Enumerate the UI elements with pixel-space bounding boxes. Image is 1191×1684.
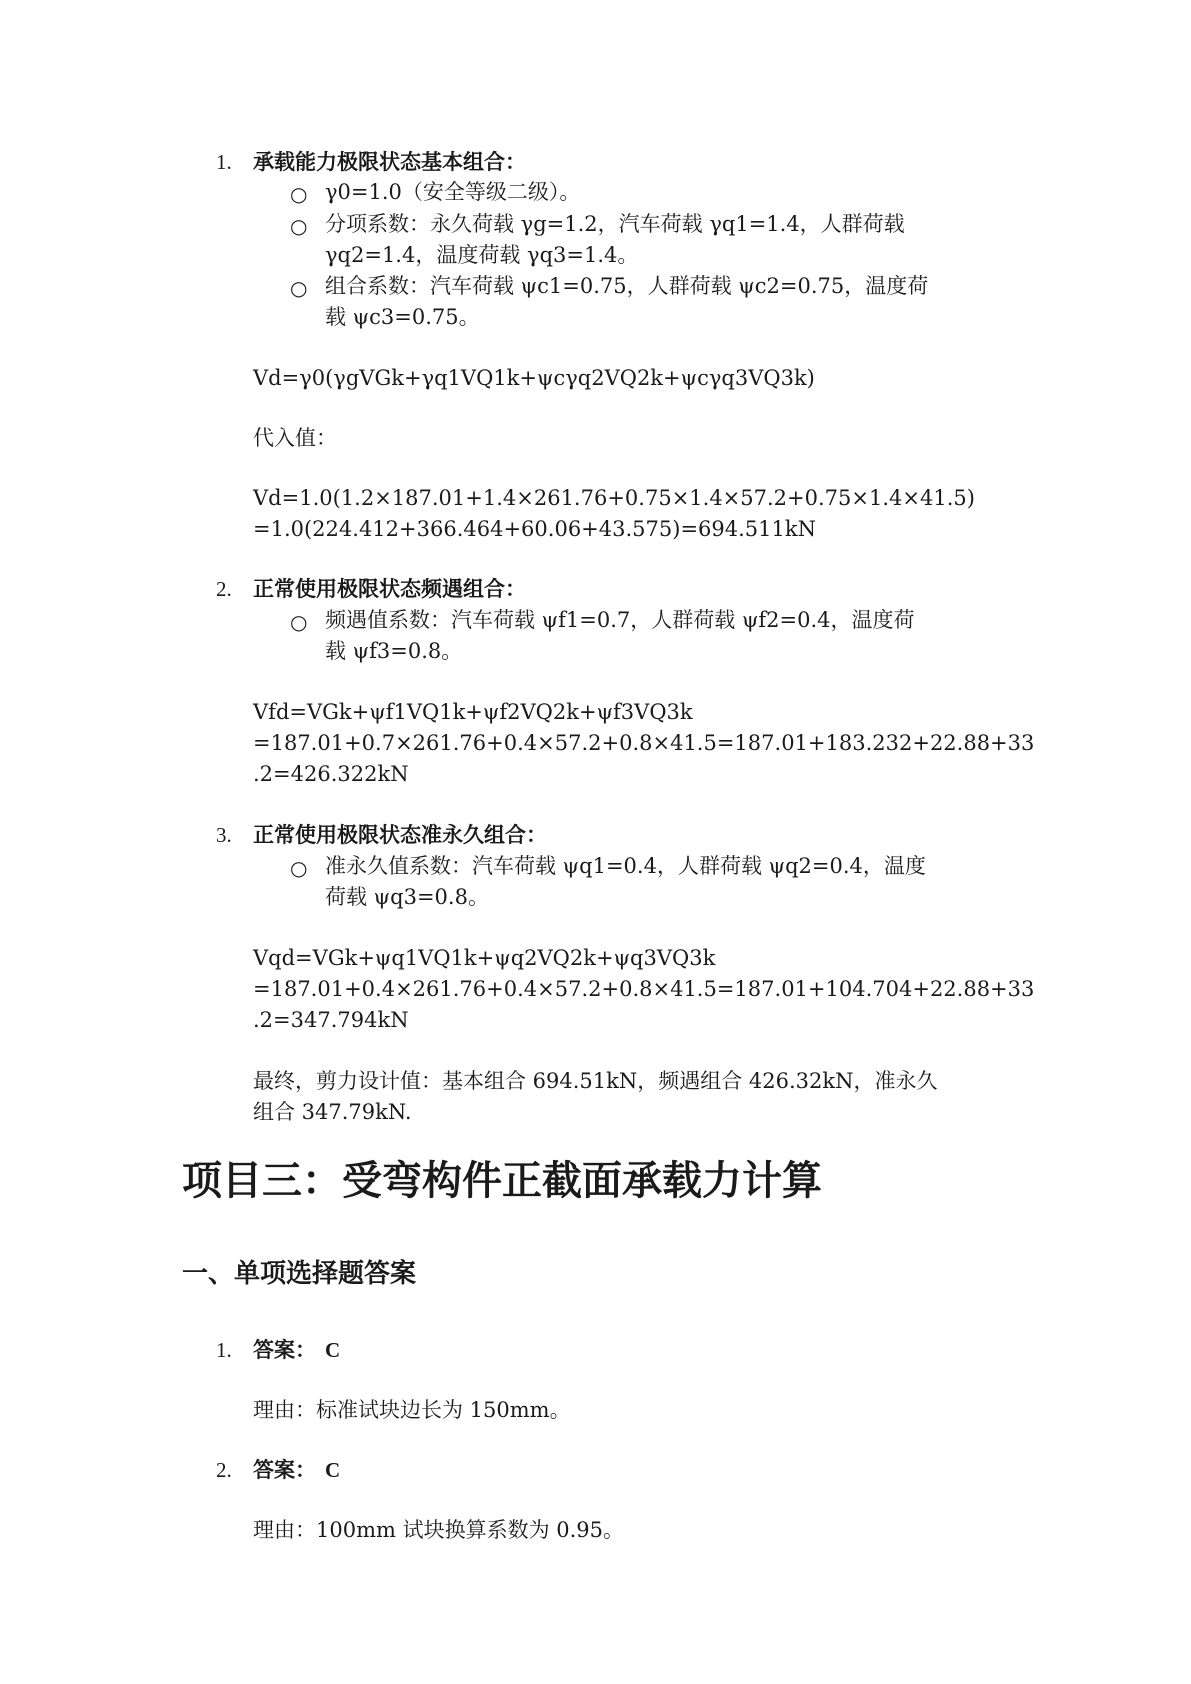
bullet-icon: ○ [290,276,308,300]
calc-line: =187.01+0.7×261.76+0.4×57.2+0.8×41.5=187.01+183.232+22.88+33 [253,731,1035,755]
calc-line: .2=347.794kN [253,1008,409,1032]
page-title: 项目三：受弯构件正截面承载力计算 [182,1157,822,1204]
list-number: 2. [216,1458,232,1482]
calc-line: Vqd=VGk+ψq1VQ1k+ψq2VQ2k+ψq3VQ3k [253,946,716,970]
calc-line: =1.0(224.412+366.464+60.06+43.575)=694.511kN [253,517,816,541]
body-text: 最终，剪力设计值：基本组合 694.51kN，频遇组合 426.32kN，准永久 [253,1069,938,1093]
list-number: 2. [216,577,232,601]
answer-reason: 理由：100mm 试块换算系数为 0.95。 [253,1518,625,1542]
calc-line: Vd=1.0(1.2×187.01+1.4×261.76+0.75×1.4×57.2+0.75×1.4×41.5) [253,486,975,510]
formula-text: Vd=γ0(γgVGk+γq1VQ1k+ψcγq2VQ2k+ψcγq3VQ3k) [253,366,815,390]
bullet-text: 荷载 ψq3=0.8。 [325,885,489,909]
list-number: 3. [216,823,232,847]
section-heading: 正常使用极限状态准永久组合： [253,822,547,847]
answer-label: 答案： [253,1337,316,1362]
bullet-text: 分项系数：永久荷载 γg=1.2，汽车荷载 γq1=1.4，人群荷载 [325,212,905,236]
bullet-icon: ○ [290,214,308,238]
bullet-text: 准永久值系数：汽车荷载 ψq1=0.4，人群荷载 ψq2=0.4，温度 [325,854,926,878]
calc-line: =187.01+0.4×261.76+0.4×57.2+0.8×41.5=187.01+104.704+22.88+33 [253,977,1035,1001]
calc-line: .2=426.322kN [253,762,409,786]
list-number: 1. [216,150,232,174]
bullet-icon: ○ [290,856,308,880]
bullet-text: γ0=1.0（安全等级二级）。 [325,180,581,204]
bullet-icon: ○ [290,610,308,634]
body-text: 组合 347.79kN. [253,1100,412,1124]
section-title: 一、单项选择题答案 [182,1259,417,1289]
answer-value: C [325,1338,341,1362]
answer-label: 答案： [253,1457,316,1482]
bullet-text: 载 ψc3=0.75。 [325,305,480,329]
section-heading: 正常使用极限状态频遇组合： [253,576,526,601]
body-text: 代入值： [253,426,337,450]
list-number: 1. [216,1338,232,1362]
bullet-text: 组合系数：汽车荷载 ψc1=0.75，人群荷载 ψc2=0.75，温度荷 [325,274,929,298]
bullet-text: γq2=1.4，温度荷载 γq3=1.4。 [325,243,639,267]
bullet-text: 载 ψf3=0.8。 [325,639,463,663]
bullet-icon: ○ [290,182,308,206]
answer-reason: 理由：标准试块边长为 150mm。 [253,1398,571,1422]
section-heading: 承载能力极限状态基本组合： [253,149,526,174]
bullet-text: 频遇值系数：汽车荷载 ψf1=0.7，人群荷载 ψf2=0.4，温度荷 [325,608,915,632]
answer-value: C [325,1458,341,1482]
calc-line: Vfd=VGk+ψf1VQ1k+ψf2VQ2k+ψf3VQ3k [253,700,693,724]
